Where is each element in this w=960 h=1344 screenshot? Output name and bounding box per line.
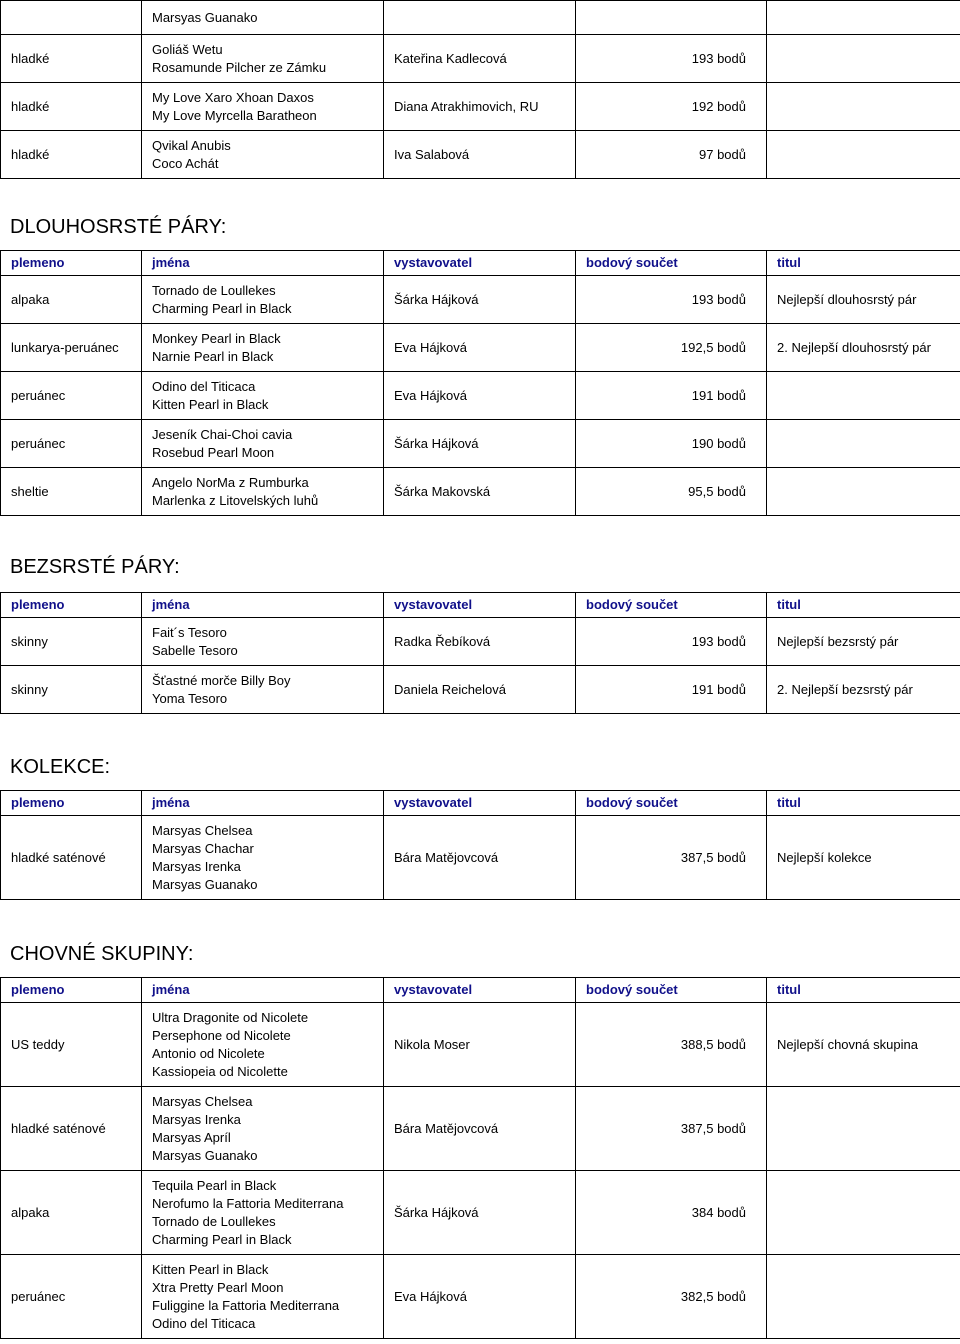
exhibitor-cell: Daniela Reichelová xyxy=(384,666,576,714)
header-points: bodový součet xyxy=(576,791,767,816)
table-row xyxy=(1,666,960,714)
table-row xyxy=(1,468,960,516)
header-exhibitor: vystavovatel xyxy=(384,791,576,816)
header-title: titul xyxy=(767,593,960,618)
collection-table-body xyxy=(1,816,960,900)
header-row xyxy=(1,978,960,1003)
animal-name: Jeseník Chai-Choi cavia xyxy=(152,426,293,442)
table-header xyxy=(1,978,960,1003)
table-row xyxy=(1,1003,960,1087)
breed-cell: hladké xyxy=(1,83,142,131)
exhibitor-cell: Eva Hájková xyxy=(384,1255,576,1339)
longhair-table-body xyxy=(1,276,960,516)
animal-name: Marlenka z Litovelských luhů xyxy=(152,492,319,508)
title-cell: Nejlepší dlouhosrstý pár xyxy=(767,276,960,324)
points-cell: 382,5 bodů xyxy=(576,1255,767,1339)
animal-name: Narnie Pearl in Black xyxy=(152,348,274,364)
animal-name: Tornado de Loullekes xyxy=(152,1213,276,1229)
breed-cell: hladké xyxy=(1,131,142,179)
animal-name: Antonio od Nicolete xyxy=(152,1045,265,1061)
table-row xyxy=(1,1,960,35)
title-cell xyxy=(767,1,960,35)
exhibitor-cell: Eva Hájková xyxy=(384,324,576,372)
animal-name: Kitten Pearl in Black xyxy=(152,396,269,412)
title-cell: Nejlepší kolekce xyxy=(767,816,960,900)
table-row xyxy=(1,324,960,372)
breed-cell: sheltie xyxy=(1,468,142,516)
table-row xyxy=(1,816,960,900)
names-cell xyxy=(142,1087,384,1171)
hairless-table-body xyxy=(1,618,960,714)
points-cell: 192,5 bodů xyxy=(576,324,767,372)
points-cell: 388,5 bodů xyxy=(576,1003,767,1087)
animal-name: Goliáš Wetu xyxy=(152,41,223,57)
exhibitor-cell: Radka Řebíková xyxy=(384,618,576,666)
animal-name: Charming Pearl in Black xyxy=(152,1231,292,1247)
exhibitor-cell: Šárka Hájková xyxy=(384,1171,576,1255)
table-row xyxy=(1,1255,960,1339)
animal-name: Sabelle Tesoro xyxy=(152,642,238,658)
header-exhibitor: vystavovatel xyxy=(384,593,576,618)
animal-name: Marsyas Guanako xyxy=(152,9,258,25)
exhibitor-cell: Šárka Hájková xyxy=(384,420,576,468)
title-cell: Nejlepší chovná skupina xyxy=(767,1003,960,1087)
animal-name: Marsyas Irenka xyxy=(152,858,241,874)
animal-name: Fuliggine la Fattoria Mediterrana xyxy=(152,1297,340,1313)
animal-name: Yoma Tesoro xyxy=(152,690,228,706)
animal-name: Xtra Pretty Pearl Moon xyxy=(152,1279,284,1295)
header-breed: plemeno xyxy=(1,791,142,816)
animal-name: Fait´s Tesoro xyxy=(152,624,227,640)
names-cell xyxy=(142,468,384,516)
header-points: bodový součet xyxy=(576,593,767,618)
animal-name: Charming Pearl in Black xyxy=(152,300,292,316)
names-cell xyxy=(142,666,384,714)
animal-name: Marsyas Guanako xyxy=(152,1147,258,1163)
title-cell: 2. Nejlepší bezsrstý pár xyxy=(767,666,960,714)
title-cell xyxy=(767,468,960,516)
section-title-breeding: CHOVNÉ SKUPINY: xyxy=(10,943,194,965)
names-cell xyxy=(142,35,384,83)
header-exhibitor: vystavovatel xyxy=(384,978,576,1003)
animal-name: Persephone od Nicolete xyxy=(152,1027,291,1043)
animal-name: Rosamunde Pilcher ze Zámku xyxy=(152,59,327,75)
title-cell xyxy=(767,1171,960,1255)
names-cell xyxy=(142,324,384,372)
longhair-pairs-table xyxy=(0,250,960,516)
points-cell: 95,5 bodů xyxy=(576,468,767,516)
animal-name: Kitten Pearl in Black xyxy=(152,1261,269,1277)
animal-name: My Love Myrcella Baratheon xyxy=(152,107,317,123)
breed-cell: lunkarya-peruánec xyxy=(1,324,142,372)
points-cell: 191 bodů xyxy=(576,372,767,420)
names-cell xyxy=(142,1,384,35)
table-row xyxy=(1,131,960,179)
animal-name: Marsyas Chelsea xyxy=(152,822,253,838)
exhibitor-cell: Nikola Moser xyxy=(384,1003,576,1087)
names-cell xyxy=(142,372,384,420)
animal-name: Angelo NorMa z Rumburka xyxy=(152,474,309,490)
section-title-collection: KOLEKCE: xyxy=(10,756,111,778)
header-breed: plemeno xyxy=(1,978,142,1003)
header-title: titul xyxy=(767,978,960,1003)
animal-name: Marsyas Chelsea xyxy=(152,1093,253,1109)
table-row xyxy=(1,372,960,420)
animal-name: Tequila Pearl in Black xyxy=(152,1177,277,1193)
table-header xyxy=(1,791,960,816)
breeding-groups-table xyxy=(0,977,960,1339)
exhibitor-cell: Diana Atrakhimovich, RU xyxy=(384,83,576,131)
header-breed: plemeno xyxy=(1,251,142,276)
points-cell: 192 bodů xyxy=(576,83,767,131)
points-cell: 97 bodů xyxy=(576,131,767,179)
table-header xyxy=(1,593,960,618)
header-names: jména xyxy=(142,791,384,816)
animal-name: Ultra Dragonite od Nicolete xyxy=(152,1009,309,1025)
animal-name: Coco Achát xyxy=(152,155,219,171)
breed-cell: skinny xyxy=(1,618,142,666)
header-points: bodový součet xyxy=(576,978,767,1003)
table-row xyxy=(1,276,960,324)
animal-name: Odino del Titicaca xyxy=(152,1315,256,1331)
title-cell xyxy=(767,1255,960,1339)
title-cell: 2. Nejlepší dlouhosrstý pár xyxy=(767,324,960,372)
animal-name: Rosebud Pearl Moon xyxy=(152,444,275,460)
breed-cell: skinny xyxy=(1,666,142,714)
title-cell xyxy=(767,35,960,83)
breeding-table-body xyxy=(1,1003,960,1339)
points-cell: 193 bodů xyxy=(576,618,767,666)
names-cell xyxy=(142,816,384,900)
animal-name: Marsyas Guanako xyxy=(152,876,258,892)
breed-cell: hladké xyxy=(1,35,142,83)
hairless-pairs-table xyxy=(0,592,960,714)
top-table-body xyxy=(1,1,960,179)
names-cell xyxy=(142,1171,384,1255)
title-cell xyxy=(767,420,960,468)
exhibitor-cell: Iva Salabová xyxy=(384,131,576,179)
exhibitor-cell: Šárka Makovská xyxy=(384,468,576,516)
breed-cell: US teddy xyxy=(1,1003,142,1087)
points-cell: 387,5 bodů xyxy=(576,1087,767,1171)
section-title-hairless: BEZSRSTÉ PÁRY: xyxy=(10,556,180,578)
header-row xyxy=(1,791,960,816)
table-header xyxy=(1,251,960,276)
breed-cell: hladké saténové xyxy=(1,816,142,900)
names-cell xyxy=(142,1003,384,1087)
header-points: bodový součet xyxy=(576,251,767,276)
header-breed: plemeno xyxy=(1,593,142,618)
points-cell: 190 bodů xyxy=(576,420,767,468)
header-title: titul xyxy=(767,251,960,276)
names-cell xyxy=(142,1255,384,1339)
section-title-longhair: DLOUHOSRSTÉ PÁRY: xyxy=(10,216,227,238)
table-row xyxy=(1,83,960,131)
header-names: jména xyxy=(142,251,384,276)
animal-name: Monkey Pearl in Black xyxy=(152,330,281,346)
header-names: jména xyxy=(142,978,384,1003)
animal-name: Marsyas Chachar xyxy=(152,840,254,856)
breed-cell: alpaka xyxy=(1,276,142,324)
animal-name: Kassiopeia od Nicolette xyxy=(152,1063,288,1079)
animal-name: Tornado de Loullekes xyxy=(152,282,276,298)
points-cell: 387,5 bodů xyxy=(576,816,767,900)
animal-name: Nerofumo la Fattoria Mediterrana xyxy=(152,1195,344,1211)
animal-name: Šťastné morče Billy Boy xyxy=(152,672,291,688)
animal-name: My Love Xaro Xhoan Daxos xyxy=(152,89,314,105)
breed-cell: peruánec xyxy=(1,372,142,420)
names-cell xyxy=(142,83,384,131)
breed-cell: peruánec xyxy=(1,1255,142,1339)
names-cell xyxy=(142,420,384,468)
title-cell xyxy=(767,83,960,131)
names-cell xyxy=(142,618,384,666)
header-row xyxy=(1,593,960,618)
title-cell xyxy=(767,372,960,420)
breed-cell: hladké saténové xyxy=(1,1087,142,1171)
table-row xyxy=(1,420,960,468)
points-cell: 193 bodů xyxy=(576,276,767,324)
header-row xyxy=(1,251,960,276)
animal-name: Marsyas Irenka xyxy=(152,1111,241,1127)
exhibitor-cell: Bára Matějovcová xyxy=(384,1087,576,1171)
breed-cell: alpaka xyxy=(1,1171,142,1255)
breed-cell: peruánec xyxy=(1,420,142,468)
names-cell xyxy=(142,276,384,324)
title-cell xyxy=(767,1087,960,1171)
table-row xyxy=(1,618,960,666)
header-title: titul xyxy=(767,791,960,816)
points-cell xyxy=(576,1,767,35)
points-cell: 384 bodů xyxy=(576,1171,767,1255)
header-names: jména xyxy=(142,593,384,618)
title-cell: Nejlepší bezsrstý pár xyxy=(767,618,960,666)
exhibitor-cell: Kateřina Kadlecová xyxy=(384,35,576,83)
breed-cell xyxy=(1,1,142,35)
table-row xyxy=(1,1171,960,1255)
exhibitor-cell xyxy=(384,1,576,35)
exhibitor-cell: Eva Hájková xyxy=(384,372,576,420)
table-row xyxy=(1,1087,960,1171)
title-cell xyxy=(767,131,960,179)
points-cell: 191 bodů xyxy=(576,666,767,714)
exhibitor-cell: Bára Matějovcová xyxy=(384,816,576,900)
table-row xyxy=(1,35,960,83)
names-cell xyxy=(142,131,384,179)
points-cell: 193 bodů xyxy=(576,35,767,83)
top-results-table xyxy=(0,0,960,179)
animal-name: Marsyas Apríl xyxy=(152,1129,231,1145)
animal-name: Qvikal Anubis xyxy=(152,137,231,153)
header-exhibitor: vystavovatel xyxy=(384,251,576,276)
animal-name: Odino del Titicaca xyxy=(152,378,256,394)
exhibitor-cell: Šárka Hájková xyxy=(384,276,576,324)
collection-table xyxy=(0,790,960,900)
